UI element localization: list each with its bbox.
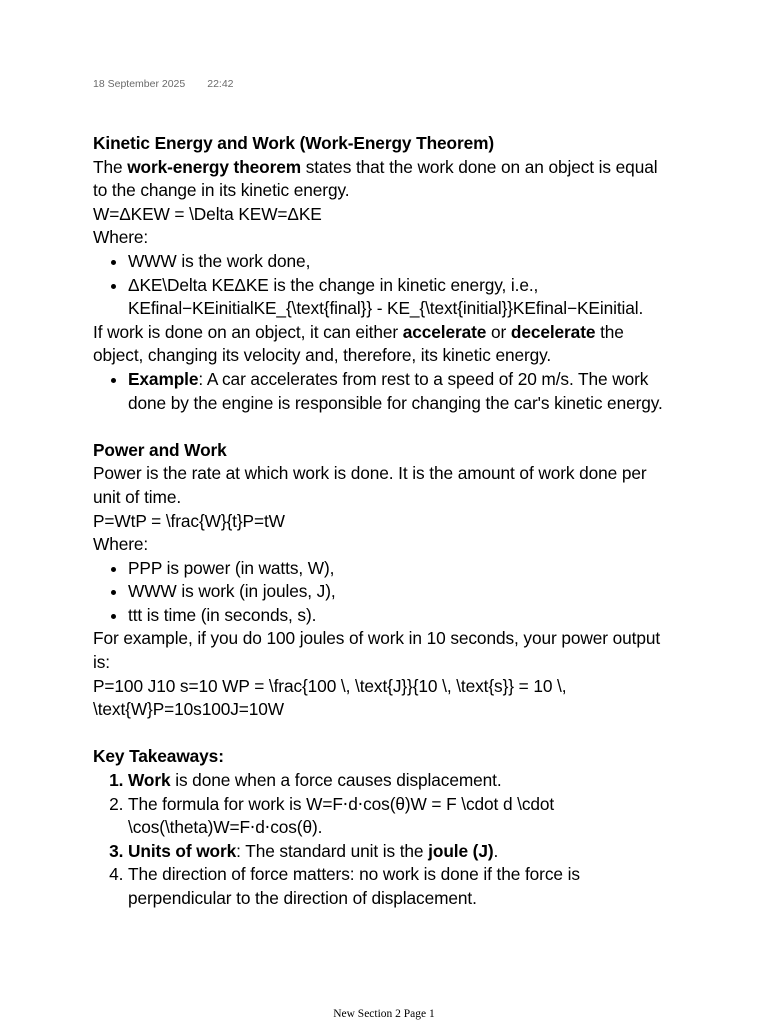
page-time: 22:42 [207, 78, 234, 90]
list-item: • ttt is time (in seconds, s). [128, 604, 673, 628]
list-item: • WWW is the work done, [128, 250, 673, 274]
page-timestamp [93, 78, 234, 90]
work-energy-formula: W=ΔKEW = \Delta KEW=ΔKE [93, 203, 322, 224]
blank-line [93, 722, 673, 746]
note-body[interactable] [93, 132, 673, 911]
list-item: • Example: A car accelerates from rest to a speed of 20 m/s. The work done by the engine is responsible for changing the car's kinetic energy. [128, 368, 673, 415]
page-date: 18 September 2025 [93, 78, 186, 90]
blank-line [93, 415, 673, 439]
work-energy-intro: The work-energy theorem states that the work done on an object is equal to the change in its kinetic energy. [93, 156, 658, 201]
power-example: For example, if you do 100 joules of work in 10 seconds, your power output is: [93, 628, 661, 673]
power-intro: Power is the rate at which work is done. It is the amount of work done per unit of time. [93, 463, 647, 507]
section-heading-work-energy: Kinetic Energy and Work (Work-Energy Theorem) [93, 133, 495, 153]
power-bullets [93, 557, 673, 628]
list-item: 4. The direction of force matters: no work is done if the force is perpendicular to the direction of displacement. [128, 863, 673, 910]
list-item: • WWW is work (in joules, J), [128, 580, 673, 604]
list-item: 1. Work is done when a force causes displacement. [128, 769, 673, 793]
list-item: • PPP is power (in watts, W), [128, 557, 673, 581]
accelerate-paragraph: If work is done on an object, it can either accelerate or decelerate the object, changing its velocity and, therefore, its kinetic energy. [93, 321, 624, 366]
section-heading-power: Power and Work [93, 439, 227, 460]
power-formula: P=WtP = \frac{W}{t}P=tW [93, 510, 285, 531]
power-example-formula: P=100 J10 s=10 WP = \frac{100 \, \text{J}}{10 \, \text{s}} = 10 \, \text{W}P=10s100J=10W [93, 675, 567, 720]
list-item: 2. The formula for work is W=F⋅d⋅cos⁡(θ)W = F \cdot d \cdot \cos(\theta)W=F⋅d⋅cos(θ). [128, 793, 673, 840]
page-footer: New Section 2 Page 1 [333, 1008, 435, 1020]
section-heading-takeaways: Key Takeaways: [93, 746, 224, 767]
example-bullets [93, 368, 673, 415]
work-energy-bullets [93, 250, 673, 321]
list-item: 3. Units of work: The standard unit is the joule (J). [128, 840, 673, 864]
where-label: Where: [93, 227, 149, 248]
takeaways-list [93, 769, 673, 911]
where-label: Where: [93, 534, 149, 555]
list-item: • ΔKE\Delta KEΔKE is the change in kinetic energy, i.e., KEfinal−KEinitialKE_{\text{final}} - KE_{\text{initial}}KEfinal−KEinitial. [128, 274, 673, 321]
